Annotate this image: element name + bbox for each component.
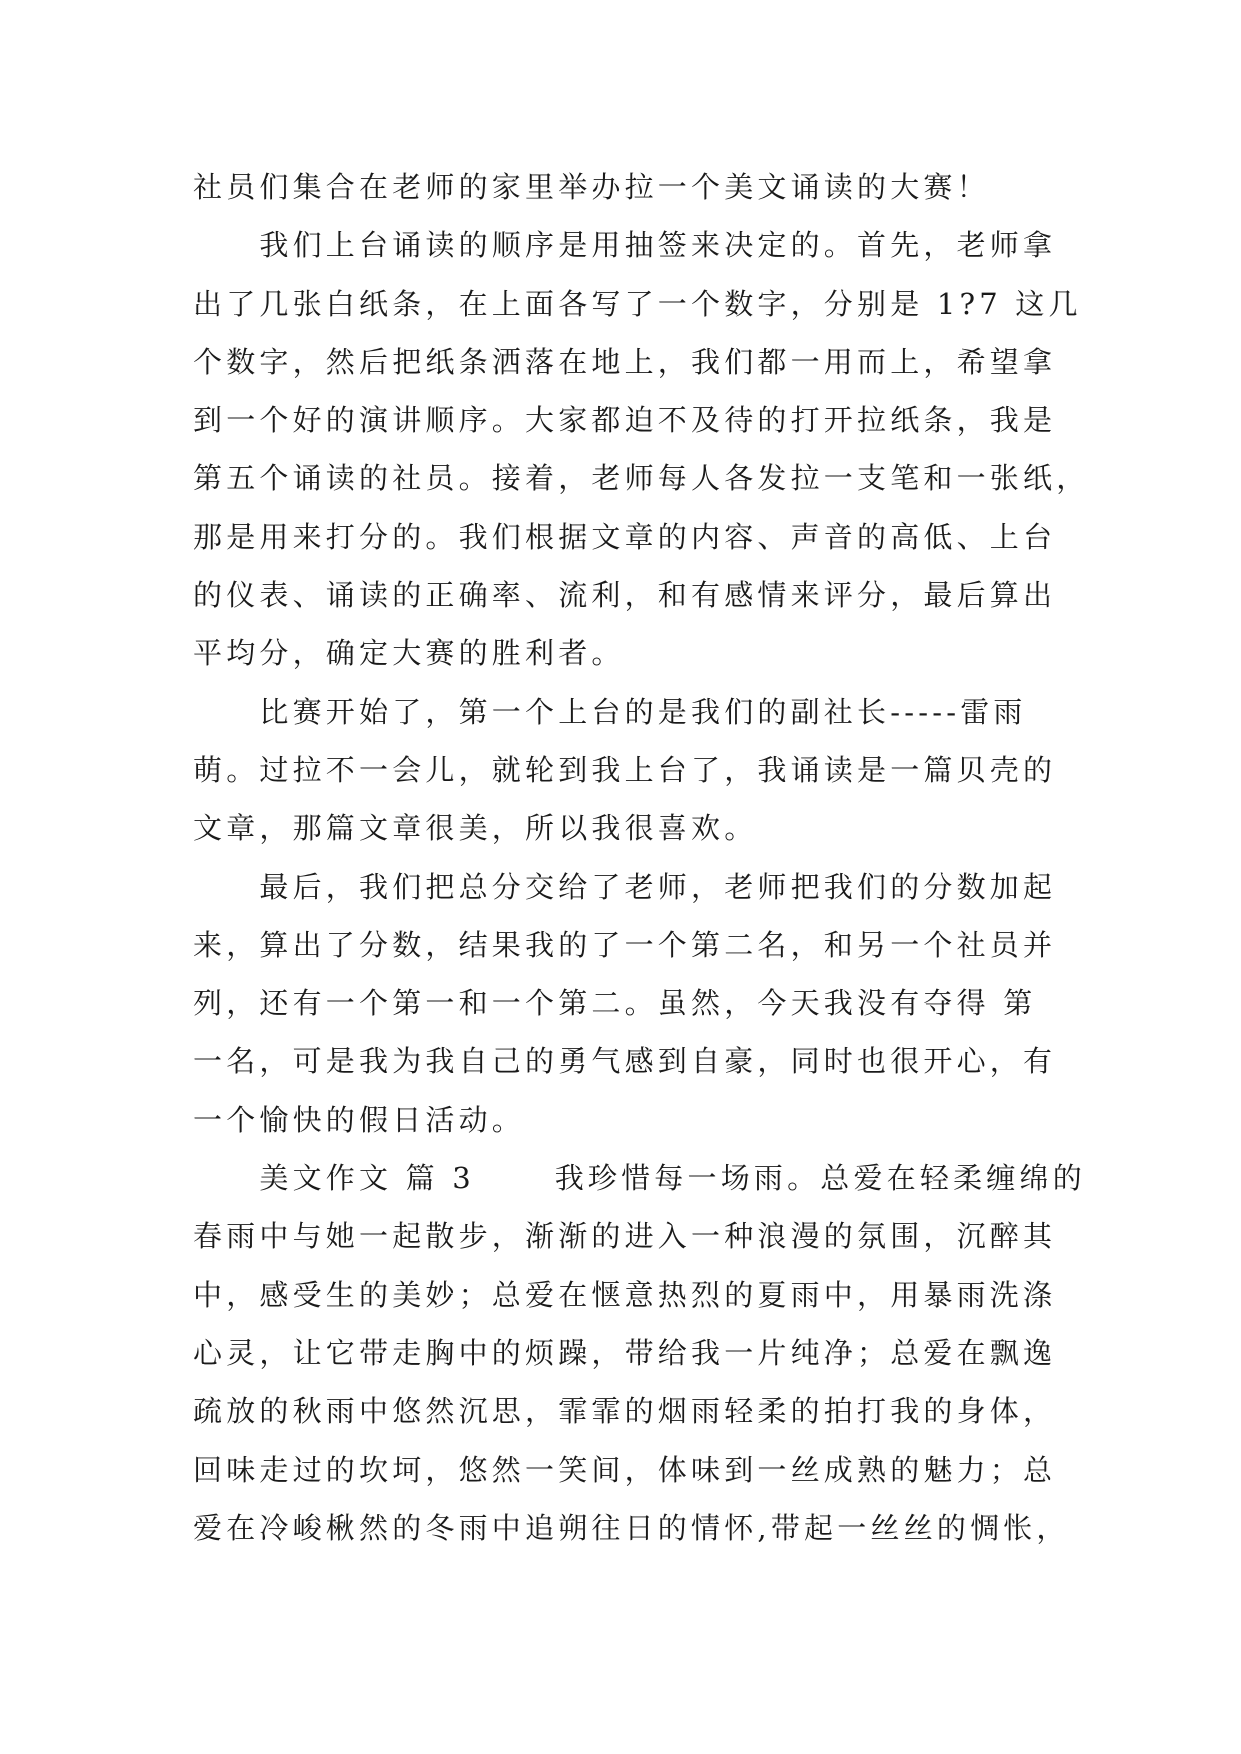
text-line: 比赛开始了，第一个上台的是我们的副社长-----雷雨 — [193, 694, 1027, 729]
text-line: 那是用来打分的。我们根据文章的内容、声音的高低、上台 — [193, 519, 1057, 554]
text-line: 萌。过拉不一会儿，就轮到我上台了，我诵读是一篇贝壳的 — [193, 752, 1057, 787]
text-line: 出了几张白纸条，在上面各写了一个数字，分别是 1?7 这几 — [193, 286, 1082, 321]
text-line: 美文作文 篇 3 我珍惜每一场雨。总爱在轻柔缠绵的 — [193, 1161, 1086, 1196]
body-text — [193, 158, 1090, 1557]
text-line: 平均分，确定大赛的胜利者。 — [193, 636, 625, 671]
text-line: 心灵，让它带走胸中的烦躁，带给我一片纯净；总爱在飘逸 — [193, 1335, 1057, 1370]
text-line: 社员们集合在老师的家里举办拉一个美文诵读的大赛！ — [193, 170, 990, 204]
text-line: 第五个诵读的社员。接着，老师每人各发拉一支笔和一张纸， — [193, 461, 1090, 496]
text-line: 回味走过的坎坷，悠然一笑间，体味到一丝成熟的魅力；总 — [193, 1452, 1057, 1487]
text-line: 一个愉快的假日活动。 — [193, 1102, 526, 1137]
text-line: 爱在冷峻楸然的冬雨中追朔往日的情怀,带起一丝丝的惆怅， — [193, 1510, 1070, 1545]
text-line: 最后，我们把总分交给了老师，老师把我们的分数加起 — [193, 869, 1057, 904]
text-line: 文章，那篇文章很美，所以我很喜欢。 — [193, 811, 758, 846]
text-line: 一名，可是我为我自己的勇气感到自豪，同时也很开心，有 — [193, 1044, 1057, 1079]
text-line: 的仪表、诵读的正确率、流利，和有感情来评分，最后算出 — [193, 578, 1057, 613]
text-line: 春雨中与她一起散步，渐渐的进入一种浪漫的氛围，沉醉其 — [193, 1219, 1057, 1254]
text-line: 个数字，然后把纸条洒落在地上，我们都一用而上，希望拿 — [193, 344, 1057, 379]
text-line: 中，感受生的美妙；总爱在惬意热烈的夏雨中，用暴雨洗涤 — [193, 1277, 1057, 1312]
text-line: 来，算出了分数，结果我的了一个第二名，和另一个社员并 — [193, 927, 1057, 962]
text-line: 到一个好的演讲顺序。大家都迫不及待的打开拉纸条，我是 — [193, 403, 1057, 438]
text-line: 我们上台诵读的顺序是用抽签来决定的。首先，老师拿 — [193, 228, 1057, 263]
text-line: 疏放的秋雨中悠然沉思，霏霏的烟雨轻柔的拍打我的身体， — [193, 1394, 1057, 1429]
text-line: 列，还有一个第一和一个第二。虽然，今天我没有夺得 第 — [193, 986, 1037, 1021]
